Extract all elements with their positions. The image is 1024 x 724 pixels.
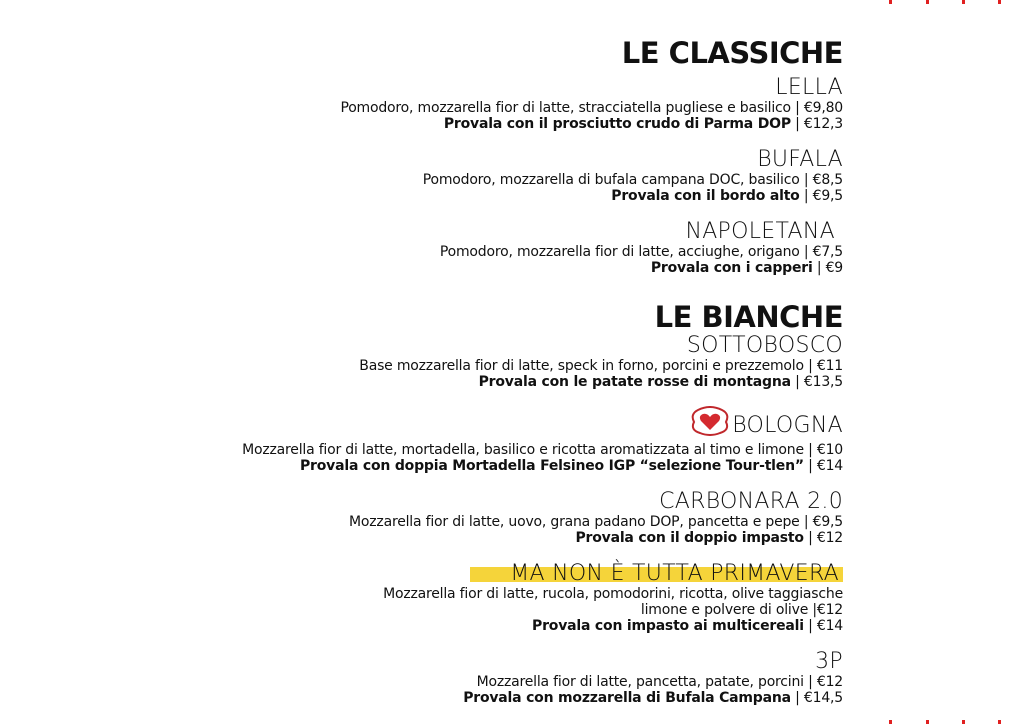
item-variant: Provala con doppia Mortadella Felsineo IGP “selezione Tour-tlen”	[300, 458, 804, 474]
item-name: BOLOGNA	[732, 413, 843, 438]
variant-price: | €13,5	[790, 374, 843, 390]
item-variant: Provala con mozzarella di Bufala Campana	[463, 690, 791, 706]
item-desc: Mozzarella fior di latte, mortadella, basilico e ricotta aromatizzata al timo e limone | €10	[242, 442, 843, 458]
decor-dot	[926, 720, 929, 724]
menu-item	[143, 220, 843, 276]
item-desc: Mozzarella fior di latte, uovo, grana padano DOP, pancetta e pepe | €9,5	[349, 514, 843, 530]
menu-item	[143, 650, 843, 706]
item-variant: Provala con i capperi	[650, 260, 813, 276]
variant-price: | €12	[803, 530, 843, 546]
menu-item	[143, 490, 843, 546]
item-variant: Provala con il doppio impasto	[575, 530, 804, 546]
menu-item	[143, 406, 843, 474]
item-desc: Base mozzarella fior di latte, speck in forno, porcini e prezzemolo | €11	[359, 358, 843, 374]
decor-dot	[962, 0, 965, 4]
decor-dot	[889, 0, 892, 4]
decor-dot	[962, 720, 965, 724]
menu-item	[143, 76, 843, 132]
decor-dot	[998, 720, 1001, 724]
item-name-highlighted: MA NON È TUTTA PRIMAVERA	[470, 561, 843, 586]
decor-dot	[926, 0, 929, 4]
item-name: 3P	[815, 649, 843, 674]
variant-price: | €14	[803, 618, 843, 634]
item-variant: Provala con impasto ai multicereali	[532, 618, 804, 634]
decor-dot	[889, 720, 892, 724]
item-desc: Mozzarella fior di latte, pancetta, patate, porcini | €12	[476, 674, 843, 690]
decor-dot	[998, 0, 1001, 4]
item-variant: Provala con il prosciutto crudo di Parma DOP	[443, 116, 791, 132]
item-desc: Pomodoro, mozzarella di bufala campana DOC, basilico | €8,5	[422, 172, 843, 188]
item-desc: limone e polvere di olive |€12	[640, 602, 843, 618]
item-desc: Pomodoro, mozzarella fior di latte, acciughe, origano | €7,5	[439, 244, 843, 260]
variant-price: | €12,3	[790, 116, 843, 132]
item-name: SOTTOBOSCO	[686, 333, 843, 358]
menu-item	[143, 562, 843, 634]
variant-price: | €14,5	[790, 690, 843, 706]
section-title: LE CLASSICHE	[621, 36, 843, 70]
section-title: LE BIANCHE	[654, 300, 843, 334]
menu	[143, 36, 843, 722]
item-name: NAPOLETANA	[685, 219, 835, 244]
menu-item	[143, 148, 843, 204]
item-name: CARBONARA 2.0	[659, 489, 843, 514]
variant-price: | €9,5	[799, 188, 843, 204]
variant-price: | €9	[812, 260, 843, 276]
item-variant: Provala con le patate rosse di montagna	[478, 374, 791, 390]
variant-price: | €14	[803, 458, 843, 474]
item-desc: Mozzarella fior di latte, rucola, pomodorini, ricotta, olive taggiasche	[383, 586, 843, 602]
item-variant: Provala con il bordo alto	[611, 188, 800, 204]
item-name: BUFALA	[757, 147, 843, 172]
menu-item	[143, 334, 843, 390]
item-name: LELLA	[775, 75, 843, 100]
heart-logo-icon	[690, 406, 730, 442]
item-desc: Pomodoro, mozzarella fior di latte, stracciatella pugliese e basilico | €9,80	[340, 100, 843, 116]
